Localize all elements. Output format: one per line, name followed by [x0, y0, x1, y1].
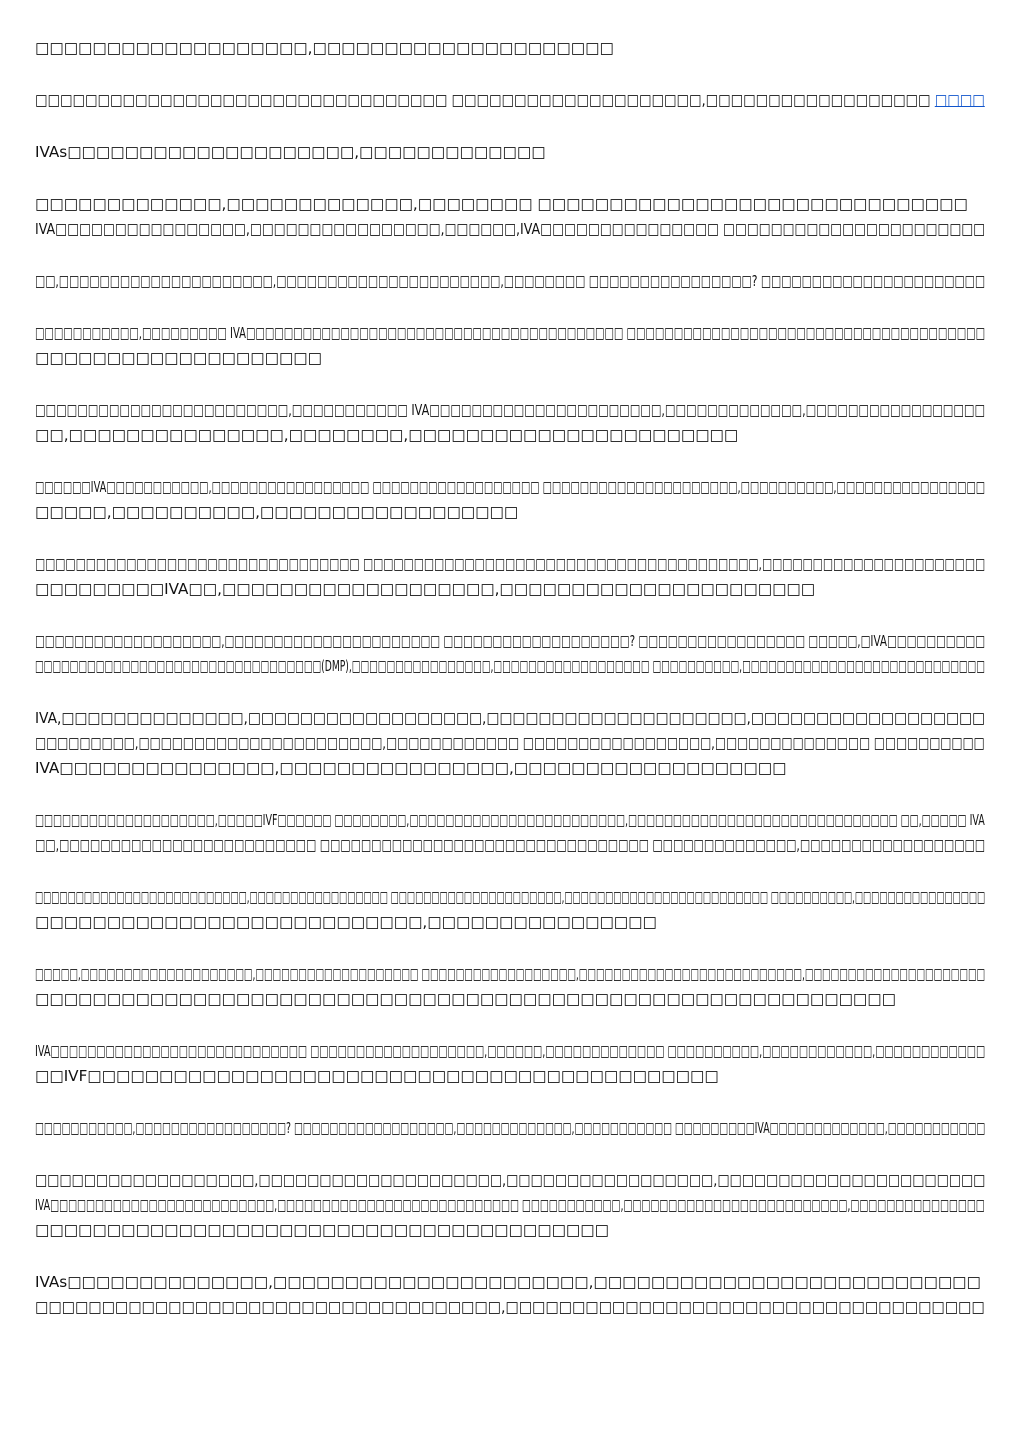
text-line: □□□□□□□□□□□□□□□□□□□□□□□□□□□□□□□□ □□□□□□□□□□□□□□□□□□□□□□□□□□□□□□□□□□□□□□□,□□□□□□□□□□□□□□□□□□□□□□: [35, 555, 986, 573]
document-body: [35, 36, 985, 1347]
text-line: □□□□□□□□□□□□□□□□□□□□□□□□□□□□□□□□□(DMP),□□□□□□□□□□□□□□□□,□□□□□□□□□□□□□□□□□□ □□□□□□□□□□,□□□□□□□□□□□□□□□□□□□□□□□□□□□□: [35, 657, 985, 675]
text-line: □□□□□□□□□□□□□□□□□□□□□□□□□□□□□□□□□□□□□□□□□□□□□□□□□□□□□□□□□□□□: [35, 990, 896, 1008]
text-line: IVAs□□□□□□□□□□□□□□,□□□□□□□□□□□□□□□□□□□□□□,□□□□□□□□□□□□□□□□□□□□□□□□□□□: [35, 1273, 981, 1291]
text-line: IVA□□□□□□□□□□□□□□□□,□□□□□□□□□□□□□□□□,□□□□□□,IVA□□□□□□□□□□□□□□□ □□□□□□□□□□□□□□□□□□□□□□: [35, 220, 986, 238]
paragraph-15: [35, 1039, 985, 1089]
text-line: □□□□□□□□□□□□□□□□□□□□□□□□□□□□□□□□□□□□□□□□: [35, 1221, 609, 1239]
text-line: □□□□□□□□□□□□□□□□□□,□□□□□□□□□□□□□□□□□□□□,□□□□□□□□□□□□□□□□□,□□□□□□□□□□□□□□□□□□□□□□: [35, 1171, 986, 1189]
text-line: □□□□□□□□□□□□□□□□□□□□: [35, 349, 322, 367]
text-line: □□□□□□□□□□□□□□□□□□□□□□□□□□,□□□□□□□□□□□□□□□□□ □□□□□□□□□□□□□□□□□□□□□,□□□□□□□□□□□□□□□□□□□□□□□□□ □□□□□□□□□□,□□□□□□□□□□□□□□□□: [35, 888, 986, 906]
text-line: IVAs□□□□□□□□□□□□□□□□□□□□,□□□□□□□□□□□□□: [35, 143, 546, 161]
paragraph-2: [35, 88, 985, 113]
paragraph-9: [35, 552, 985, 602]
text-line: □□IVF□□□□□□□□□□□□□□□□□□□□□□□□□□□□□□□□□□□□□□□□□□□□: [35, 1067, 719, 1085]
text-line: IVA□□□□□□□□□□□□□□□,□□□□□□□□□□□□□□□□,□□□□□□□□□□□□□□□□□□□: [35, 759, 787, 777]
text-line: □□,□□□□□□□□□□□□□□□□□□□□□,□□□□□□□□□□□□□□□□□□□□□□,□□□□□□□□ □□□□□□□□□□□□□□□□? □□□□□□□□□□□□□□□□□□□□□□: [35, 272, 986, 290]
paragraph-4: [35, 192, 985, 242]
paragraph-6: [35, 321, 985, 371]
text-line: IVA□□□□□□□□□□□□□□□□□□□□□□□□□□□□ □□□□□□□□□□□□□□□□□□□,□□□□□□,□□□□□□□□□□□□□ □□□□□□□□□□,□□□□□□□□□□□□,□□□□□□□□□□□□: [35, 1042, 986, 1060]
paragraph-17: [35, 1168, 985, 1243]
paragraph-11: [35, 706, 985, 781]
text-line-content: □□□□□□□□□□□□□□□□□□□□□□□□□□□□□□□□□ □□□□□□□□□□□□□□□□□□□□,□□□□□□□□□□□□□□□□□□: [35, 91, 931, 109]
text-line: □□□□□□□□□,□□□□□□□□□□□□□□□□□□□□□□,□□□□□□□□□□□□ □□□□□□□□□□□□□□□□□,□□□□□□□□□□□□□□ □□□□□□□□□□: [35, 734, 985, 752]
paragraph-1: [35, 36, 985, 61]
paragraph-16: [35, 1116, 985, 1141]
text-line: □□□□□□□□□□□□□□□□□□□□□□□□,□□□□□□□□□□□ IVA□□□□□□□□□□□□□□□□□□□□□□,□□□□□□□□□□□□□,□□□□□□□□□□□□□□□□□: [35, 401, 986, 419]
text-line: □□□□□□□□□IVA□□,□□□□□□□□□□□□□□□□□□□,□□□□□□□□□□□□□□□□□□□□□□: [35, 580, 816, 598]
text-line: [35, 88, 985, 113]
text-line: □□□□□□□□□□□□□,□□□□□□□□□□□□□,□□□□□□□□ □□□□□□□□□□□□□□□□□□□□□□□□□□□□□□: [35, 195, 968, 213]
text-line: □□□□□□□□□□□,□□□□□□□□□ IVA□□□□□□□□□□□□□□□□□□□□□□□□□□□□□□□□□□□□□□□□ □□□□□□□□□□□□□□□□□□□□□□□□□□□□□□□□□□□□□□: [35, 324, 986, 342]
text-line: IVA□□□□□□□□□□□□□□□□□□□□□□□□□,□□□□□□□□□□□□□□□□□□□□□□□□□□□ □□□□□□□□□□□,□□□□□□□□□□□□□□□□□□□□□□□□□,□□□□□□□□□□□□□□□: [35, 1196, 985, 1214]
text-line: □□□□□□IVA□□□□□□□□□□□,□□□□□□□□□□□□□□□□□ □□□□□□□□□□□□□□□□□□ □□□□□□□□□□□□□□□□□□□□□,□□□□□□□□□□,□□□□□□□□□□□□□□□□: [35, 478, 986, 496]
text-line: □□□□□,□□□□□□□□□□,□□□□□□□□□□□□□□□□□□: [35, 503, 519, 521]
paragraph-8: [35, 475, 985, 525]
paragraph-5: [35, 269, 985, 294]
text-line: □□,□□□□□□□□□□□□□□□□□□□□□□□□□ □□□□□□□□□□□□□□□□□□□□□□□□□□□□□□□□ □□□□□□□□□□□□□□,□□□□□□□□□□□□□□□□□□: [35, 836, 986, 854]
paragraph-14: [35, 962, 985, 1012]
text-line: IVA,□□□□□□□□□□□□□□,□□□□□□□□□□□□□□□□□□,□□□□□□□□□□□□□□□□□□□□,□□□□□□□□□□□□□□□□□□: [35, 709, 986, 727]
text-line: □□□□□□□□□□□,□□□□□□□□□□□□□□□□□? □□□□□□□□□□□□□□□□□□,□□□□□□□□□□□□□,□□□□□□□□□□□ □□□□□□□□□IVA□□□□□□□□□□□□□,□□□□□□□□□□□: [35, 1119, 986, 1137]
paragraph-12: [35, 808, 985, 858]
paragraph-3: [35, 140, 985, 165]
text-line: □□□□□□□□□□□□□□□□□□□,□□□□□□□□□□□□□□□□□□□□□□ □□□□□□□□□□□□□□□□□□□? □□□□□□□□□□□□□□□□□ □□□□□,□IVA□□□□□□□□□□: [35, 632, 985, 650]
text-line: □□□□□□□□□□□□□□□□□□□□,□□□□□IVF□□□□□□ □□□□□□□□,□□□□□□□□□□□□□□□□□□□□□□□□,□□□□□□□□□□□□□□□□□□□□□□□□□□□□□□ □□,□□□□□ IVA: [35, 811, 985, 829]
paragraph-18: [35, 1270, 985, 1320]
text-line: □□,□□□□□□□□□□□□□□□,□□□□□□□□,□□□□□□□□□□□□□□□□□□□□□□□: [35, 426, 739, 444]
paragraph-10: [35, 629, 985, 679]
paragraph-7: [35, 398, 985, 448]
text-line: □□□□□□□□□□□□□□□□□□□,□□□□□□□□□□□□□□□□□□□□□: [35, 39, 614, 57]
text-line: □□□□□,□□□□□□□□□□□□□□□□□□□□,□□□□□□□□□□□□□□□□□□□ □□□□□□□□□□□□□□□□□□,□□□□□□□□□□□□□□□□□□□□□□□□□□,□□□□□□□□□□□□□□□□□□□□□: [35, 965, 986, 983]
text-line: □□□□□□□□□□□□□□□□□□□□□□□□□□□,□□□□□□□□□□□□□□□□: [35, 913, 657, 931]
paragraph-13: [35, 885, 985, 935]
text-line: □□□□□□□□□□□□□□□□□□□□□□□□□□□□□□□□□□□,□□□□□□□□□□□□□□□□□□□□□□□□□□□□□□□□□□□□: [35, 1298, 985, 1316]
inline-link[interactable]: □□□□: [934, 91, 985, 109]
